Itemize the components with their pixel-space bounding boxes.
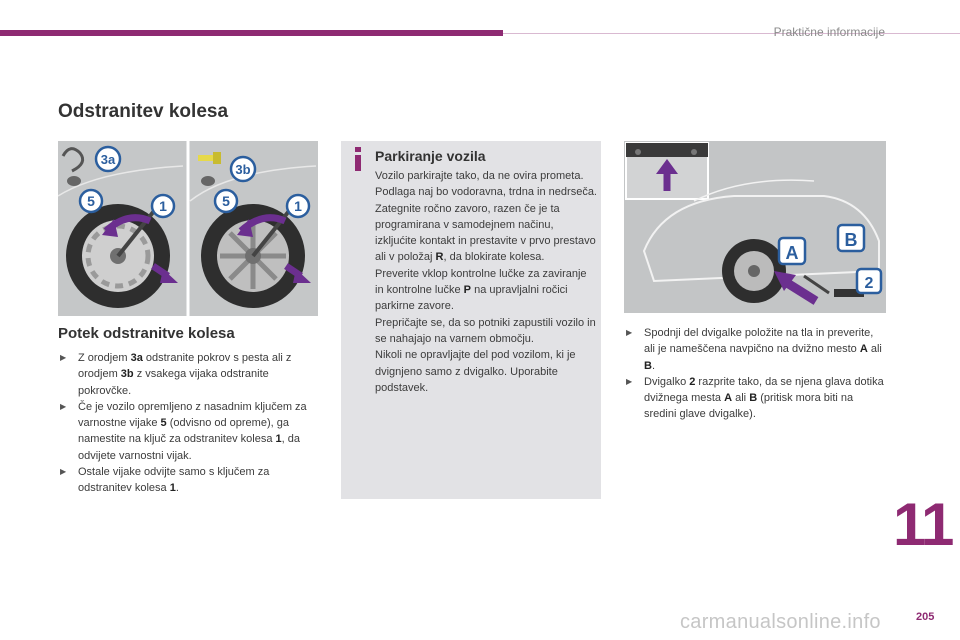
emphasis-label: 1 bbox=[275, 433, 282, 446]
list-item: ▶ Ostale vijake odvijte samo s ključem za odstranitev kolesa 1. bbox=[60, 466, 270, 495]
jack-steps-list bbox=[624, 325, 886, 423]
callout-1-left: 1 bbox=[159, 198, 167, 214]
list-item: ▶ Če je vozilo opremljeno z nasadnim ključem za varnostne vijake 5 (odvisno od opreme), ga namestite na ključ za odstranitev kolesa 1, da odvijete varnostni vijak. bbox=[60, 400, 307, 462]
bullet-marker-icon: ▶ bbox=[626, 328, 633, 337]
callout-5-left: 5 bbox=[87, 193, 95, 209]
page-title: Odstranitev kolesa bbox=[58, 101, 229, 122]
callout-1-right: 1 bbox=[294, 198, 302, 214]
jack-placement-illustration bbox=[624, 141, 886, 313]
info-box-body bbox=[375, 168, 597, 396]
header-accent-bar bbox=[0, 30, 503, 36]
wheel-removal-illustration bbox=[58, 141, 318, 316]
emphasis-label: 3b bbox=[120, 368, 134, 381]
section-title: Potek odstranitve kolesa bbox=[58, 325, 235, 342]
emphasis-label: P bbox=[463, 284, 472, 297]
emphasis-label: A bbox=[859, 343, 868, 356]
callout-3b: 3b bbox=[235, 162, 251, 177]
header-rule bbox=[503, 33, 960, 34]
emphasis-label: R bbox=[435, 251, 444, 264]
info-paragraph: Preverite vklop kontrolne lučke za zaviranje in kontrolne lučke P na upravljalni ročici parkirne zavore. bbox=[375, 267, 587, 313]
info-icon bbox=[353, 147, 363, 171]
emphasis-label: 3a bbox=[130, 352, 143, 364]
emphasis-label: B bbox=[749, 392, 758, 405]
bullet-marker-icon: ▶ bbox=[60, 467, 67, 477]
callout-3a: 3a bbox=[100, 152, 116, 167]
callout-b: B bbox=[844, 230, 858, 250]
removal-steps-list bbox=[58, 350, 320, 497]
list-item: ▶ Spodnji del dvigalke položite na tla in preverite, ali je nameščena navpično na dvižno mesto A ali B. bbox=[626, 327, 882, 372]
emphasis-label: 5 bbox=[160, 417, 167, 430]
header-section-title: Praktične informacije bbox=[773, 25, 885, 39]
page-number: 205 bbox=[916, 611, 935, 623]
callout-2: 2 bbox=[864, 275, 874, 292]
emphasis-label: 2 bbox=[689, 375, 696, 388]
callout-5-right: 5 bbox=[222, 193, 230, 209]
list-item: ▶ Dvigalko 2 razprite tako, da se njena glava dotika dvižnega mesta A ali B (pritisk mora biti na sredini glave dvigalke). bbox=[626, 375, 884, 421]
chapter-number: 11 bbox=[893, 491, 953, 558]
emphasis-label: B bbox=[644, 359, 652, 372]
info-paragraph: Zategnite ročno zavoro, razen če je ta programirana v samodejnem načinu, izkljućite kontakt in prestavite v prvo prestavo ali v položaj R, da blokirate kolesa. bbox=[375, 202, 596, 264]
list-item: ▶ Z orodjem 3a odstranite pokrov s pesta ali z orodjem 3b z vsakega vijaka odstranite pokrovčke. bbox=[60, 352, 292, 397]
info-paragraph: Prepričajte se, da so potniki zapustili vozilo in se nahajajo na varnem območju. bbox=[375, 316, 596, 345]
info-box bbox=[341, 141, 601, 499]
emphasis-label: A bbox=[724, 392, 733, 405]
callout-a: A bbox=[785, 243, 799, 263]
bullet-marker-icon: ▶ bbox=[626, 376, 633, 386]
info-paragraph: Nikoli ne opravljajte del pod vozilom, ki je dvignjeno samo z dvigalko. Uporabite podstavek. bbox=[375, 349, 576, 394]
emphasis-label: 1 bbox=[169, 482, 176, 495]
watermark: carmanualsonline.info bbox=[680, 611, 881, 633]
info-paragraph: Vozilo parkirajte tako, da ne ovira prometa. Podlaga naj bo vodoravna, trdna in nedrseča. bbox=[375, 170, 597, 199]
bullet-marker-icon: ▶ bbox=[60, 353, 67, 362]
info-box-title: Parkiranje vozila bbox=[375, 148, 486, 164]
bullet-marker-icon: ▶ bbox=[60, 401, 67, 411]
